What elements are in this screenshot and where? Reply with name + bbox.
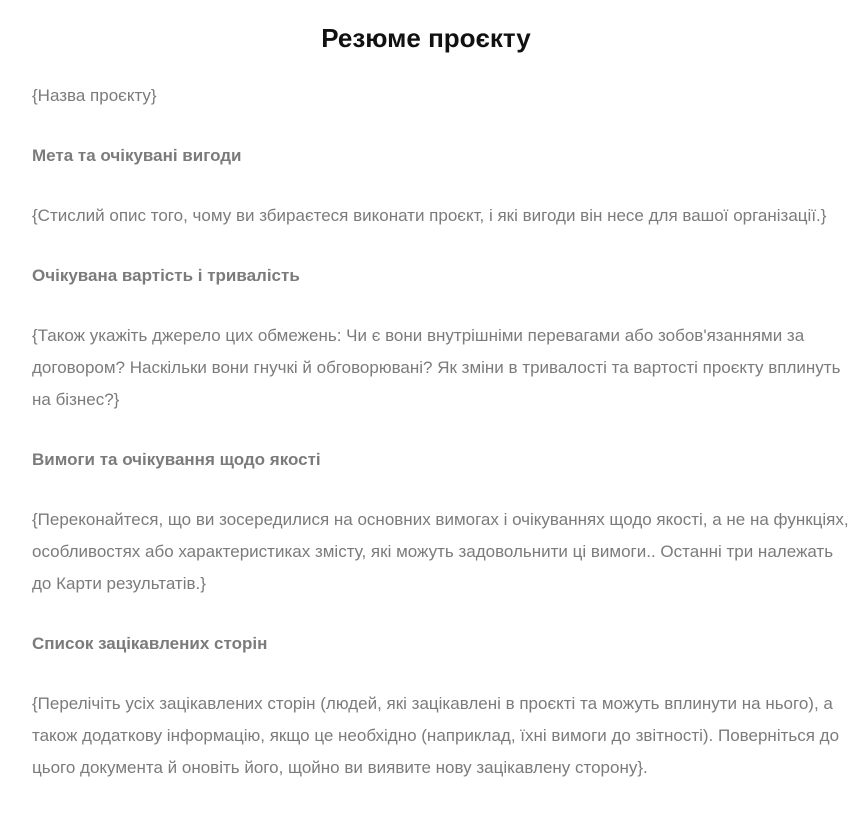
project-name-placeholder: {Назва проєкту} [32, 86, 157, 105]
section-heading-goals: Мета та очікувані вигоди [32, 146, 242, 165]
document-title: Резюме проєкту [321, 23, 531, 53]
section-heading-cost-duration: Очікувана вартість і тривалість [32, 266, 300, 285]
section-body-goals: {Стислий опис того, чому ви збираєтеся виконати проєкт, і які вигоди він несе для вашої організації.} [32, 206, 827, 225]
section-body-quality: {Переконайтеся, що ви зосередилися на основних вимогах і очікуваннях щодо якості, а не на функціях, особливостях або характеристиках змісту, які можуть задовольнити ці вимоги.. Останні три належать до Карти результатів.} [32, 510, 849, 593]
section-heading-quality: Вимоги та очікування щодо якості [32, 450, 321, 469]
section-heading-stakeholders: Список зацікавлених сторін [32, 634, 268, 653]
section-body-cost-duration: {Також укажіть джерело цих обмежень: Чи є вони внутрішніми перевагами або зобов'язаннями за договором? Наскільки вони гнучкі й обговорювані? Як зміни в тривалості та вартості проєкту вплинуть на бізнес?} [32, 326, 841, 409]
section-body-stakeholders: {Перелічіть усіх зацікавлених сторін (людей, які зацікавлені в проєкті та можуть вплинути на нього), а також додаткову інформацію, якщо це необхідно (наприклад, їхні вимоги до звітності). Поверніться до цього документа й оновіть його, щойно ви виявите нову зацікавлену сторону}. [32, 694, 840, 777]
document [32, 0, 852, 784]
